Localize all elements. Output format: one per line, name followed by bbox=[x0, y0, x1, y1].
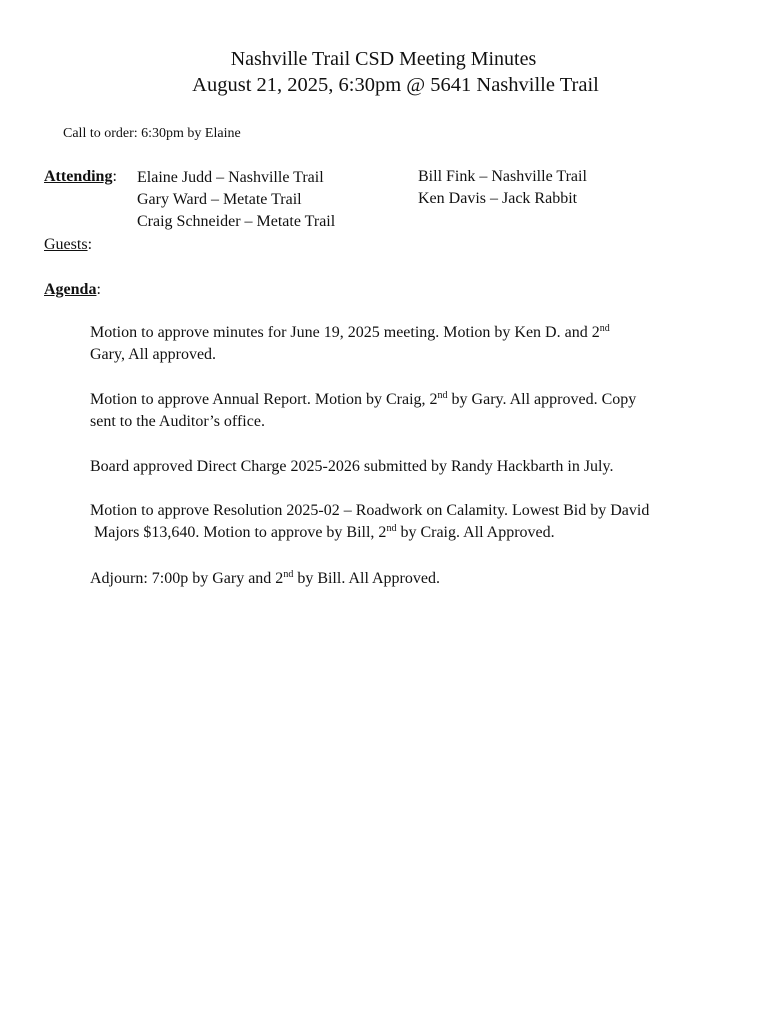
call-to-order: Call to order: 6:30pm by Elaine bbox=[63, 126, 241, 141]
item-text: Majors $13,640. Motion to approve by Bill, 2 bbox=[94, 524, 387, 541]
item-text: Motion to approve Annual Report. Motion by Craig, 2 bbox=[90, 391, 438, 408]
attendee: Gary Ward – Metate Trail bbox=[137, 191, 302, 208]
item-text: Gary, All approved. bbox=[90, 346, 217, 363]
ordinal-suffix: nd bbox=[437, 390, 448, 401]
item-text: Board approved Direct Charge 2025-2026 submitted by Randy Hackbarth in July. bbox=[90, 458, 614, 475]
document-title: Nashville Trail CSD Meeting Minutes bbox=[230, 48, 537, 70]
agenda-item-adjourn bbox=[90, 568, 710, 590]
item-text: Adjourn: 7:00p by Gary and 2 bbox=[90, 570, 284, 587]
agenda-item-minutes-approval bbox=[90, 322, 710, 366]
guests-label: Guests bbox=[44, 236, 88, 253]
agenda-colon: : bbox=[96, 281, 101, 298]
guests-colon: : bbox=[87, 236, 93, 253]
attendees-column-2 bbox=[418, 166, 587, 210]
item-text: by Bill. All Approved. bbox=[293, 570, 440, 587]
attending-label: Attending bbox=[44, 168, 113, 185]
attendee: Elaine Judd – Nashville Trail bbox=[137, 169, 324, 186]
ordinal-suffix: nd bbox=[283, 569, 294, 580]
ordinal-suffix: nd bbox=[599, 323, 610, 334]
attendee: Ken Davis – Jack Rabbit bbox=[418, 190, 578, 207]
meeting-date-location: August 21, 2025, 6:30pm @ 5641 Nashville Trail bbox=[192, 74, 599, 96]
item-text: Motion to approve Resolution 2025-02 – Roadwork on Calamity. Lowest Bid by David bbox=[90, 502, 650, 519]
guests-heading bbox=[44, 236, 92, 254]
attendees-column-1 bbox=[137, 167, 335, 233]
item-text: by Craig. All Approved. bbox=[396, 524, 555, 541]
agenda-item-resolution bbox=[90, 500, 710, 544]
ordinal-suffix: nd bbox=[386, 523, 397, 534]
agenda-label: Agenda bbox=[44, 281, 97, 298]
attending-heading bbox=[44, 168, 117, 186]
agenda-heading bbox=[44, 281, 101, 299]
item-text: by Gary. All approved. Copy bbox=[447, 391, 637, 408]
attendee: Craig Schneider – Metate Trail bbox=[137, 213, 336, 230]
attendee: Bill Fink – Nashville Trail bbox=[418, 168, 587, 185]
agenda-item-direct-charge bbox=[90, 456, 710, 478]
agenda-item-annual-report bbox=[90, 389, 710, 433]
item-text: Motion to approve minutes for June 19, 2025 meeting. Motion by Ken D. and 2 bbox=[90, 324, 600, 341]
item-text: sent to the Auditor’s office. bbox=[90, 413, 265, 430]
attending-colon: : bbox=[112, 168, 117, 185]
